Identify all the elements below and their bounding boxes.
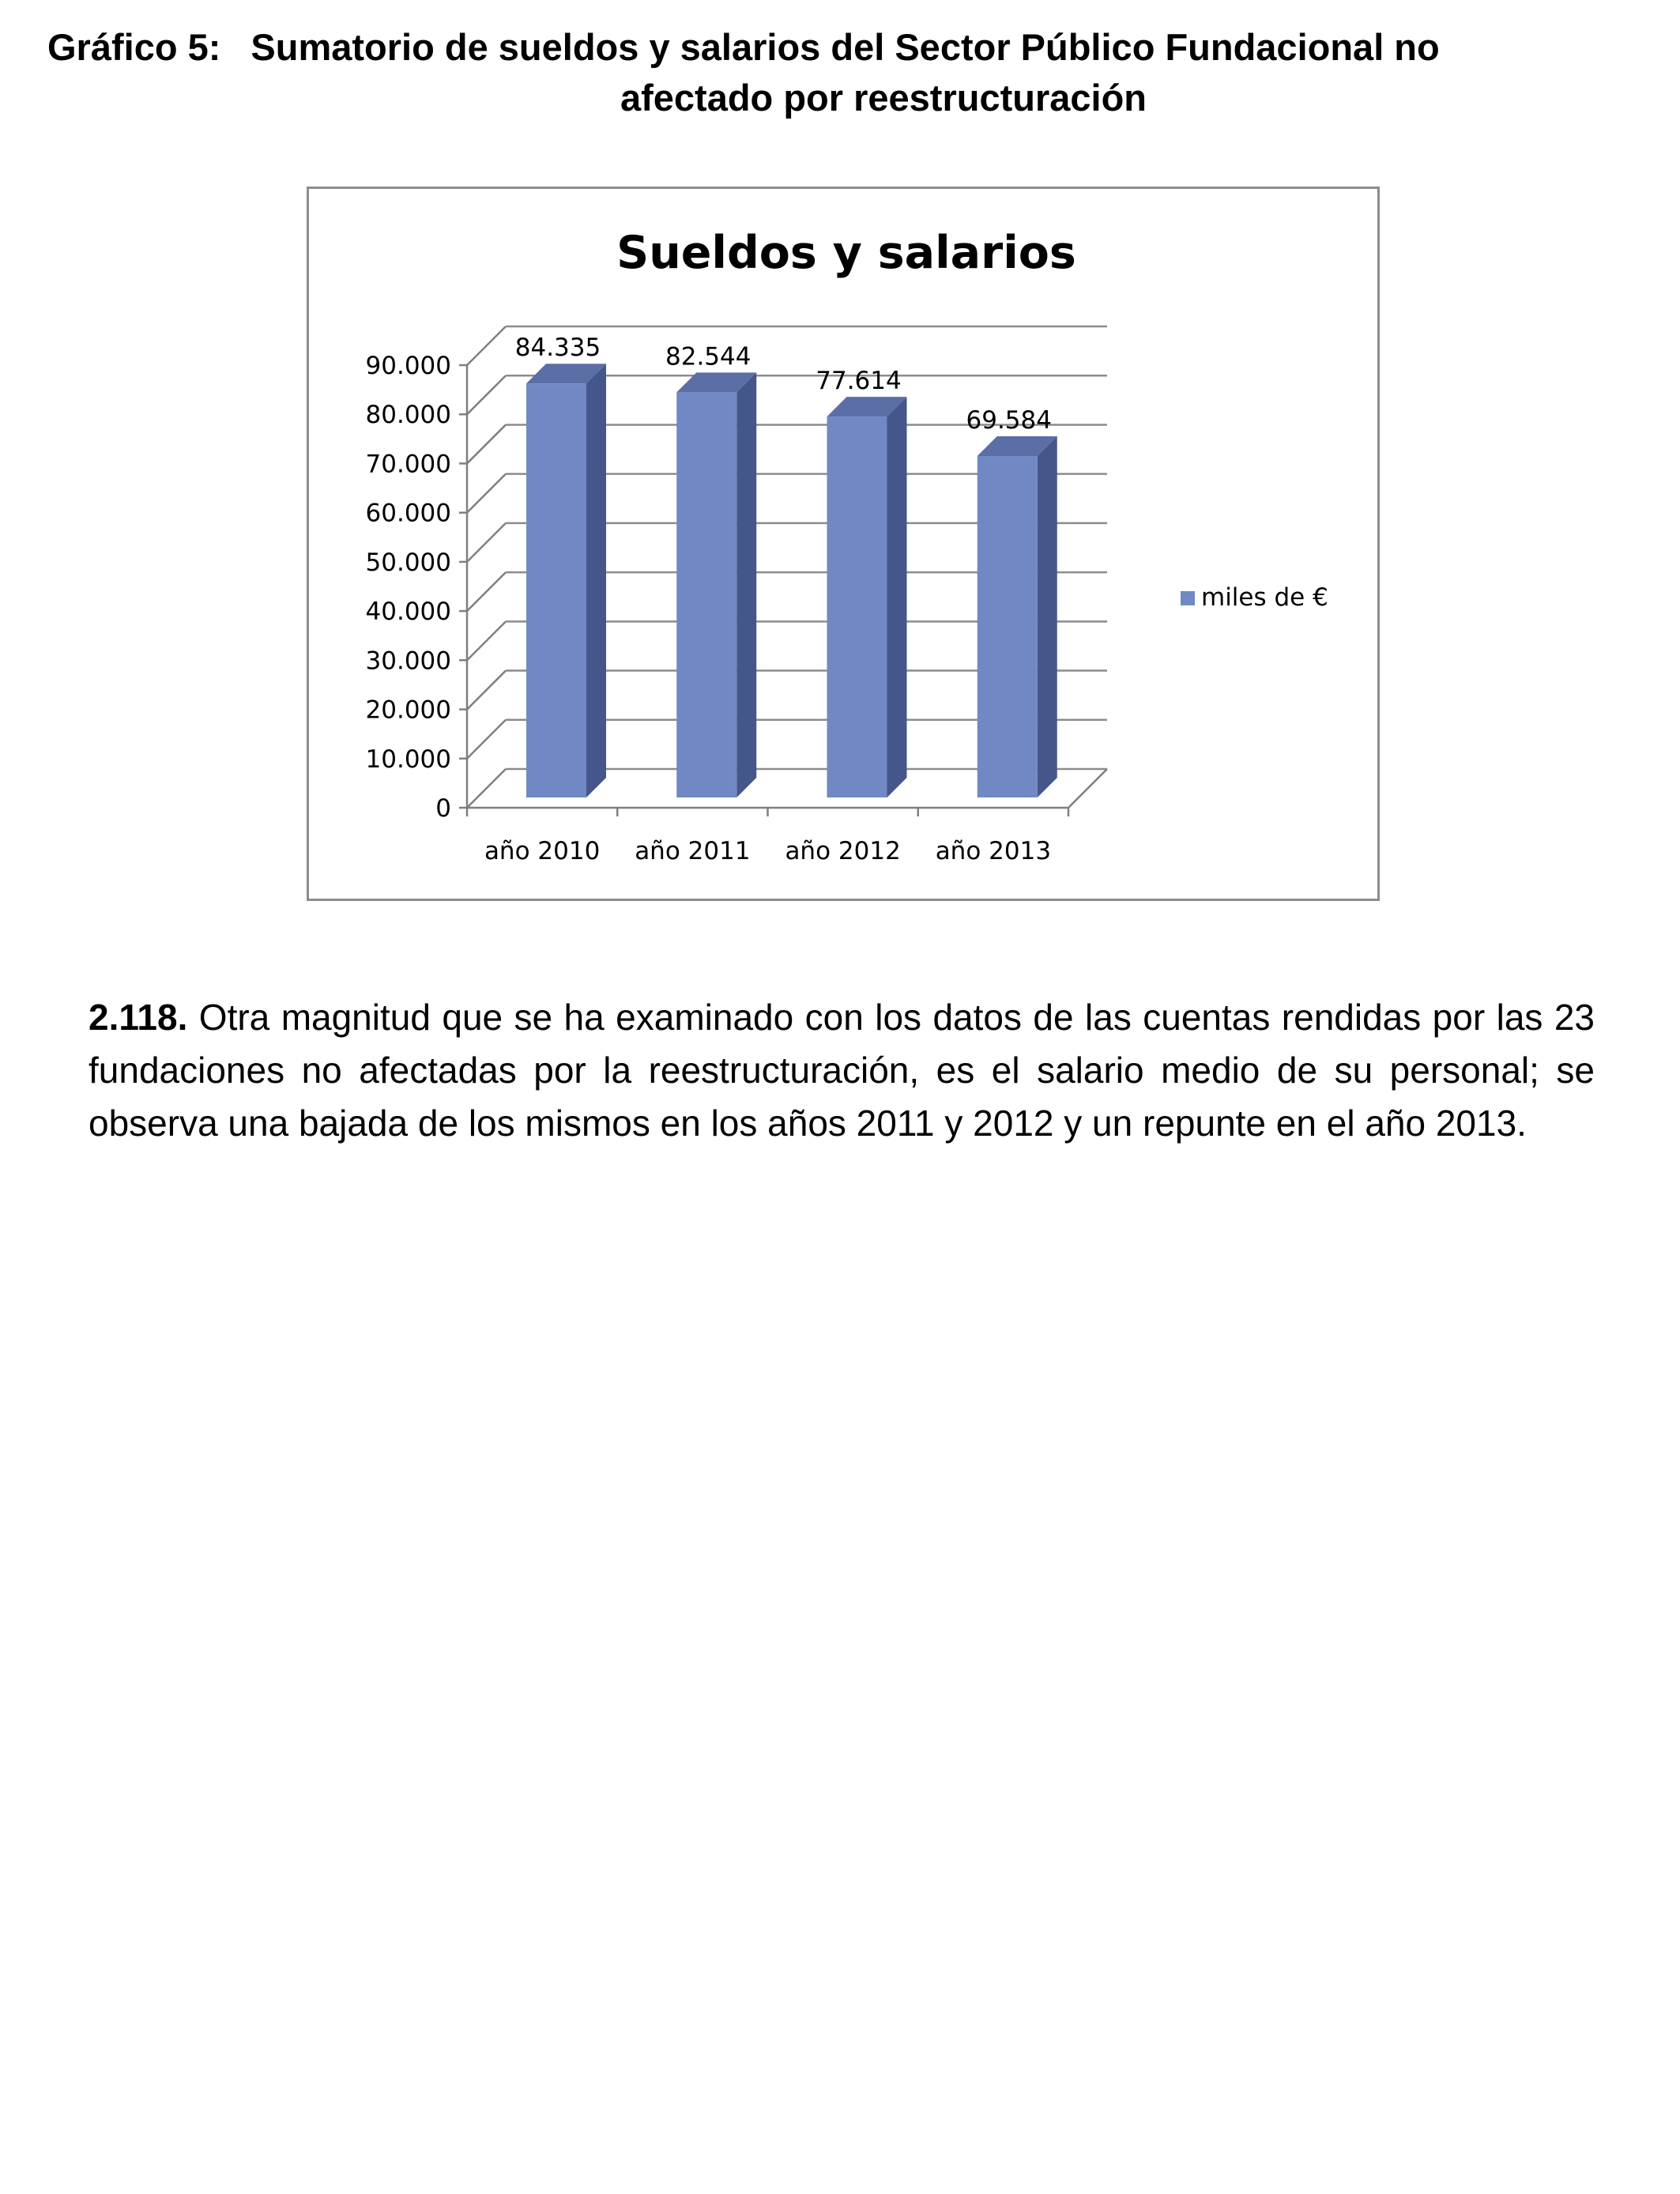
side-grid-line bbox=[467, 720, 506, 759]
legend-swatch bbox=[1181, 591, 1195, 605]
side-grid-line bbox=[467, 523, 506, 562]
y-tick-label: 70.000 bbox=[365, 450, 451, 479]
side-grid-line bbox=[467, 424, 506, 463]
y-tick-label: 20.000 bbox=[365, 696, 451, 725]
y-tick-label: 50.000 bbox=[365, 548, 451, 577]
data-label: 77.614 bbox=[816, 367, 902, 396]
legend bbox=[1181, 583, 1328, 612]
bar-front bbox=[526, 383, 586, 797]
bar-front bbox=[676, 392, 736, 797]
y-tick-label: 0 bbox=[435, 794, 451, 823]
side-grid-line bbox=[467, 621, 506, 660]
bar bbox=[827, 397, 907, 797]
side-grid-line bbox=[467, 474, 506, 513]
data-label: 69.584 bbox=[966, 406, 1052, 435]
side-grid-line bbox=[467, 572, 506, 611]
side-grid-line bbox=[467, 326, 506, 365]
floor-edge-line bbox=[1068, 769, 1107, 808]
x-tick-label: año 2011 bbox=[635, 837, 751, 865]
bar-side bbox=[586, 364, 606, 797]
y-tick-label: 80.000 bbox=[365, 401, 451, 430]
side-grid-line bbox=[467, 769, 506, 808]
side-grid-line bbox=[467, 375, 506, 414]
bar bbox=[977, 436, 1057, 797]
legend-label: miles de € bbox=[1201, 583, 1328, 612]
side-grid-line bbox=[467, 671, 506, 710]
chart-frame bbox=[307, 187, 1380, 901]
x-tick-label: año 2010 bbox=[484, 837, 601, 865]
body-paragraph bbox=[89, 991, 1595, 1150]
y-tick-label: 90.000 bbox=[365, 352, 451, 380]
y-tick-label: 10.000 bbox=[365, 745, 451, 774]
y-tick-label: 60.000 bbox=[365, 499, 451, 528]
bar-side bbox=[736, 372, 756, 797]
x-tick-label: año 2012 bbox=[785, 837, 901, 865]
y-tick-label: 40.000 bbox=[365, 598, 451, 627]
data-label: 82.544 bbox=[665, 342, 751, 371]
paragraph-text: Otra magnitud que se ha examinado con los datos de las cuentas rendidas por las 23 fundaciones no afectadas por la reestructuración, es el salario medio de su personal; se observa una bajada de los mismos en los años 2011 y 2012 y un repunte en el año 2013. bbox=[89, 997, 1595, 1144]
figure-number: Gráfico 5: bbox=[47, 26, 221, 68]
bar-front bbox=[977, 456, 1038, 797]
x-tick-label: año 2013 bbox=[935, 837, 1052, 865]
paragraph-number: 2.118. bbox=[89, 997, 188, 1038]
bar-front bbox=[827, 417, 887, 797]
figure-caption bbox=[47, 22, 1633, 123]
bar bbox=[526, 364, 606, 797]
y-tick-label: 30.000 bbox=[365, 647, 451, 676]
figure-title-line2: afectado por reestructuración bbox=[620, 77, 1147, 119]
chart-title: Sueldos y salarios bbox=[616, 227, 1076, 279]
bar-side bbox=[1038, 436, 1057, 797]
bar-chart bbox=[309, 189, 1377, 899]
figure-title-line1: Sumatorio de sueldos y salarios del Sector Público Fundacional no bbox=[250, 26, 1440, 68]
bar-side bbox=[887, 397, 907, 797]
data-label: 84.335 bbox=[514, 334, 601, 363]
bar bbox=[676, 372, 756, 797]
